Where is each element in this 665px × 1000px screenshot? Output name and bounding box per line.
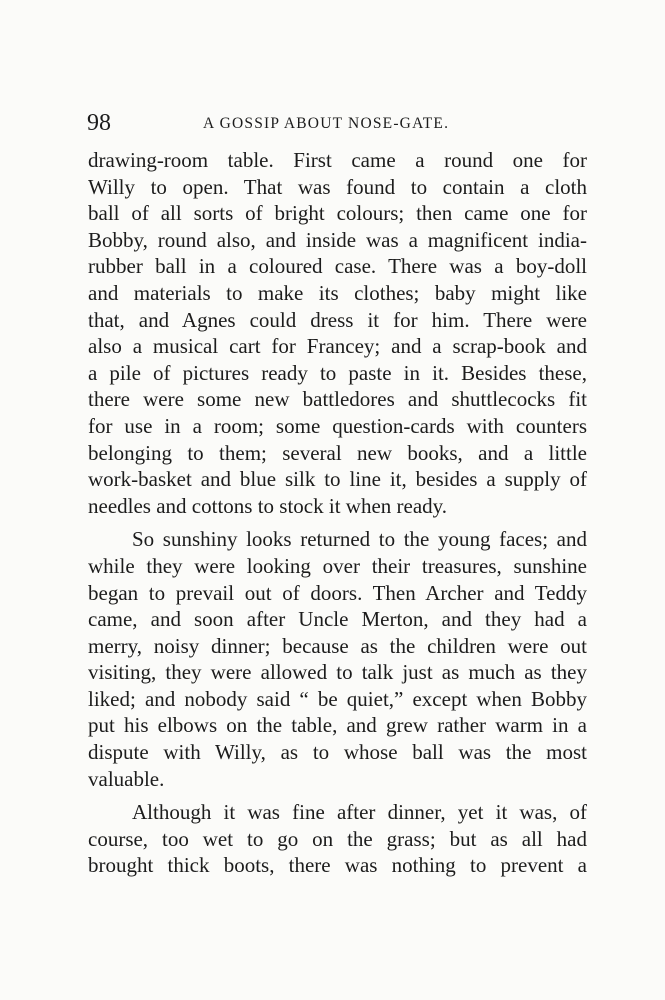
text-line: put his elbows on the table, and grew rather warm in a — [88, 713, 587, 738]
text-line: brought thick boots, there was nothing to prevent a — [88, 853, 587, 878]
paragraph — [88, 147, 587, 519]
text-line: for use in a room; some question-cards with counters — [88, 413, 587, 438]
paragraph-gap — [88, 792, 587, 799]
text-line: began to prevail out of doors. Then Archer and Teddy — [88, 580, 587, 605]
text-line: So sunshiny looks returned to the young faces; and — [132, 527, 587, 552]
paragraph — [88, 799, 587, 879]
text-line: merry, noisy dinner; because as the children were out — [88, 633, 587, 658]
text-line: dispute with Willy, as to whose ball was the most — [88, 740, 587, 765]
text-line: liked; and nobody said “ be quiet,” except when Bobby — [88, 686, 587, 711]
text-line: while they were looking over their treasures, sunshine — [88, 553, 587, 578]
text-line: needles and cottons to stock it when ready. — [88, 493, 448, 518]
text-line: rubber ball in a coloured case. There was a boy-doll — [88, 254, 587, 279]
running-head: A GOSSIP ABOUT NOSE-GATE. — [203, 115, 450, 132]
text-line: Bobby, round also, and inside was a magnificent india- — [88, 227, 587, 252]
text-line: drawing-room table. First came a round one for — [88, 148, 587, 172]
text-line: a pile of pictures ready to paste in it. Besides these, — [88, 360, 587, 385]
text-line: course, too wet to go on the grass; but as all had — [88, 826, 587, 851]
text-line: belonging to them; several new books, and a little — [88, 440, 587, 465]
text-line: ball of all sorts of bright colours; then came one for — [88, 201, 587, 226]
text-line: visiting, they were allowed to talk just as much as they — [88, 660, 587, 685]
text-line: came, and soon after Uncle Merton, and they had a — [88, 607, 587, 632]
page-number: 98 — [87, 110, 111, 136]
paragraph-gap — [88, 519, 587, 526]
text-line: and materials to make its clothes; baby might like — [88, 280, 587, 305]
text-line: also a musical cart for Francey; and a scrap-book and — [88, 334, 587, 359]
text-line: that, and Agnes could dress it for him. There were — [88, 307, 587, 332]
text-line: Although it was fine after dinner, yet it was, of — [132, 800, 587, 825]
text-line: there were some new battledores and shuttlecocks fit — [88, 387, 587, 412]
body-text — [88, 147, 587, 879]
text-line: Willy to open. That was found to contain a cloth — [88, 174, 587, 199]
text-line: work-basket and blue silk to line it, besides a supply of — [88, 467, 587, 492]
paragraph — [88, 526, 587, 792]
text-line: valuable. — [88, 766, 165, 791]
